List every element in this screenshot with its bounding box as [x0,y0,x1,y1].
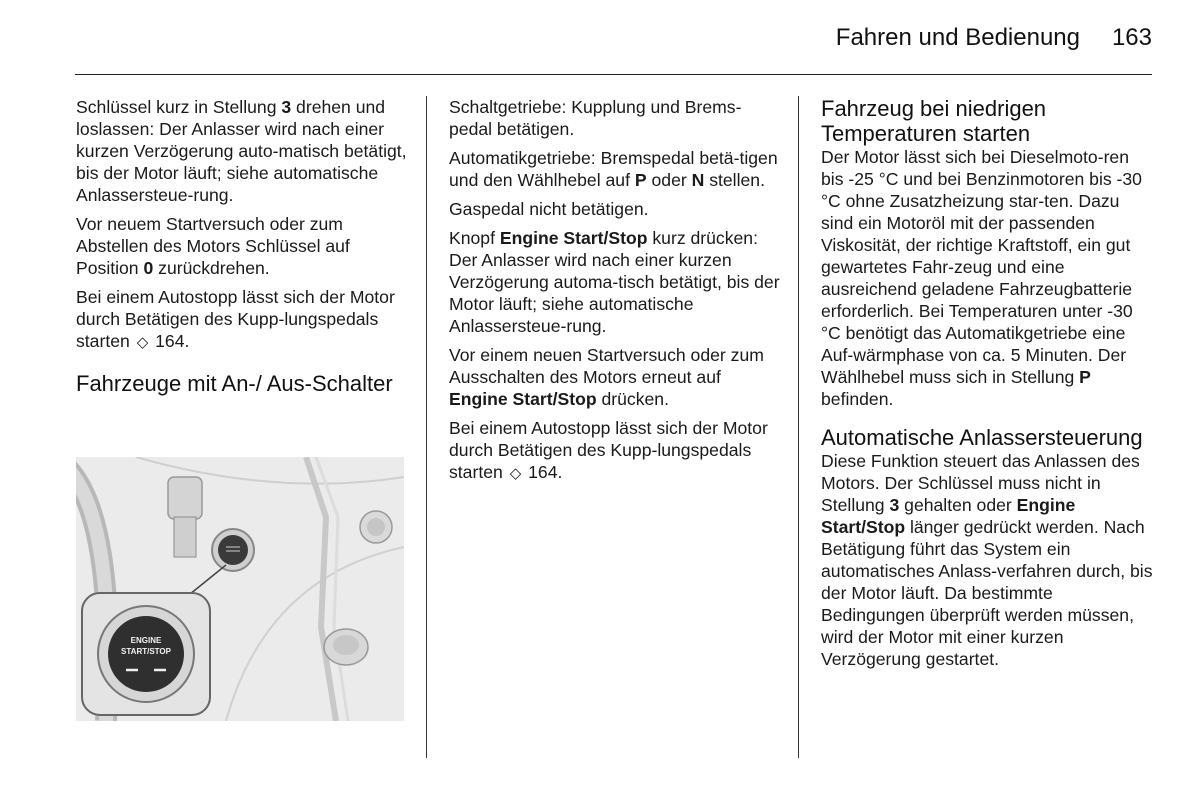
paragraph: Schaltgetriebe: Kupplung und Brems-pedal betätigen. [449,97,742,139]
paragraph: Automatikgetriebe: Bremspedal betä-tigen und den Wählhebel auf P oder N stellen. [449,148,778,190]
button-label-line1: ENGINE [130,636,162,645]
paragraph: Der Motor lässt sich bei Dieselmoto-ren bis -25 °C und bei Benzinmotoren bis -30 °C ohne Zusatzheizung star-ten. Dazu sind ein Motoröl mit der passenden Viskosität, der richtige Kraftstoff, ein gut gewartetes Fahr-zeug und eine ausreichend geladene Fahrzeugbatterie erforderlich. Bei Temperaturen unter -30 °C benötigt das Automatikgetriebe eine Auf-wärmphase von ca. 5 Minuten. Der Wählhebel muss sich in Stellung P befinden. [821,147,1142,409]
paragraph: Vor neuem Startversuch oder zum Abstellen des Motors Schlüssel auf Position 0 zurückdrehen. [76,214,350,278]
paragraph: Bei einem Autostopp lässt sich der Motor durch Betätigen des Kupp-lungspedals starten ◇ 164. [76,287,395,351]
column-1 [76,96,411,411]
page-header-title: Fahren und Bedienung [835,24,1080,51]
column-2 [449,96,784,492]
paragraph: Vor einem neuen Startversuch oder zum Ausschalten des Motors erneut auf Engine Start/Stop drücken. [449,345,764,409]
section-heading: Automatische Anlassersteuerung [821,425,1143,450]
column-divider-1 [426,96,427,758]
page-number: 163 [1111,24,1152,51]
page-ref-icon: ◇ [509,465,522,482]
button-label-line2: START/STOP [121,647,171,656]
paragraph: Gaspedal nicht betätigen. [449,199,649,219]
column-divider-2 [798,96,799,758]
paragraph: Knopf Engine Start/Stop kurz drücken: Der Anlasser wird nach einer kurzen Verzögerung automa-tisch betätigt, bis der Motor läuft; siehe automatische Anlassersteue-rung. [449,228,780,336]
engine-start-stop-illustration [76,457,404,721]
header-rule [75,74,1152,75]
section-heading: Fahrzeug bei niedrigen Temperaturen starten [821,96,1047,146]
column-3 [821,96,1156,677]
page-ref-icon: ◇ [136,334,149,351]
paragraph: Diese Funktion steuert das Anlassen des Motors. Der Schlüssel muss nicht in Stellung 3 gehalten oder Engine Start/Stop länger gedrückt werden. Nach Betätigung führt das System ein automatisches Anlass-verfahren durch, bis der Motor läuft. Da bestimmte Bedingungen überprüft werden müssen, wird der Motor mit einer kurzen Verzögerung gestartet. [821,451,1153,669]
paragraph: Bei einem Autostopp lässt sich der Motor durch Betätigen des Kupp-lungspedals starten ◇ 164. [449,418,768,482]
paragraph: Schlüssel kurz in Stellung 3 drehen und loslassen: Der Anlasser wird nach einer kurzen Verzögerung auto-matisch betätigt, bis der Motor läuft; siehe automatische Anlassersteue-rung. [76,97,407,205]
section-heading: Fahrzeuge mit An-/ Aus-Schalter [76,371,393,396]
